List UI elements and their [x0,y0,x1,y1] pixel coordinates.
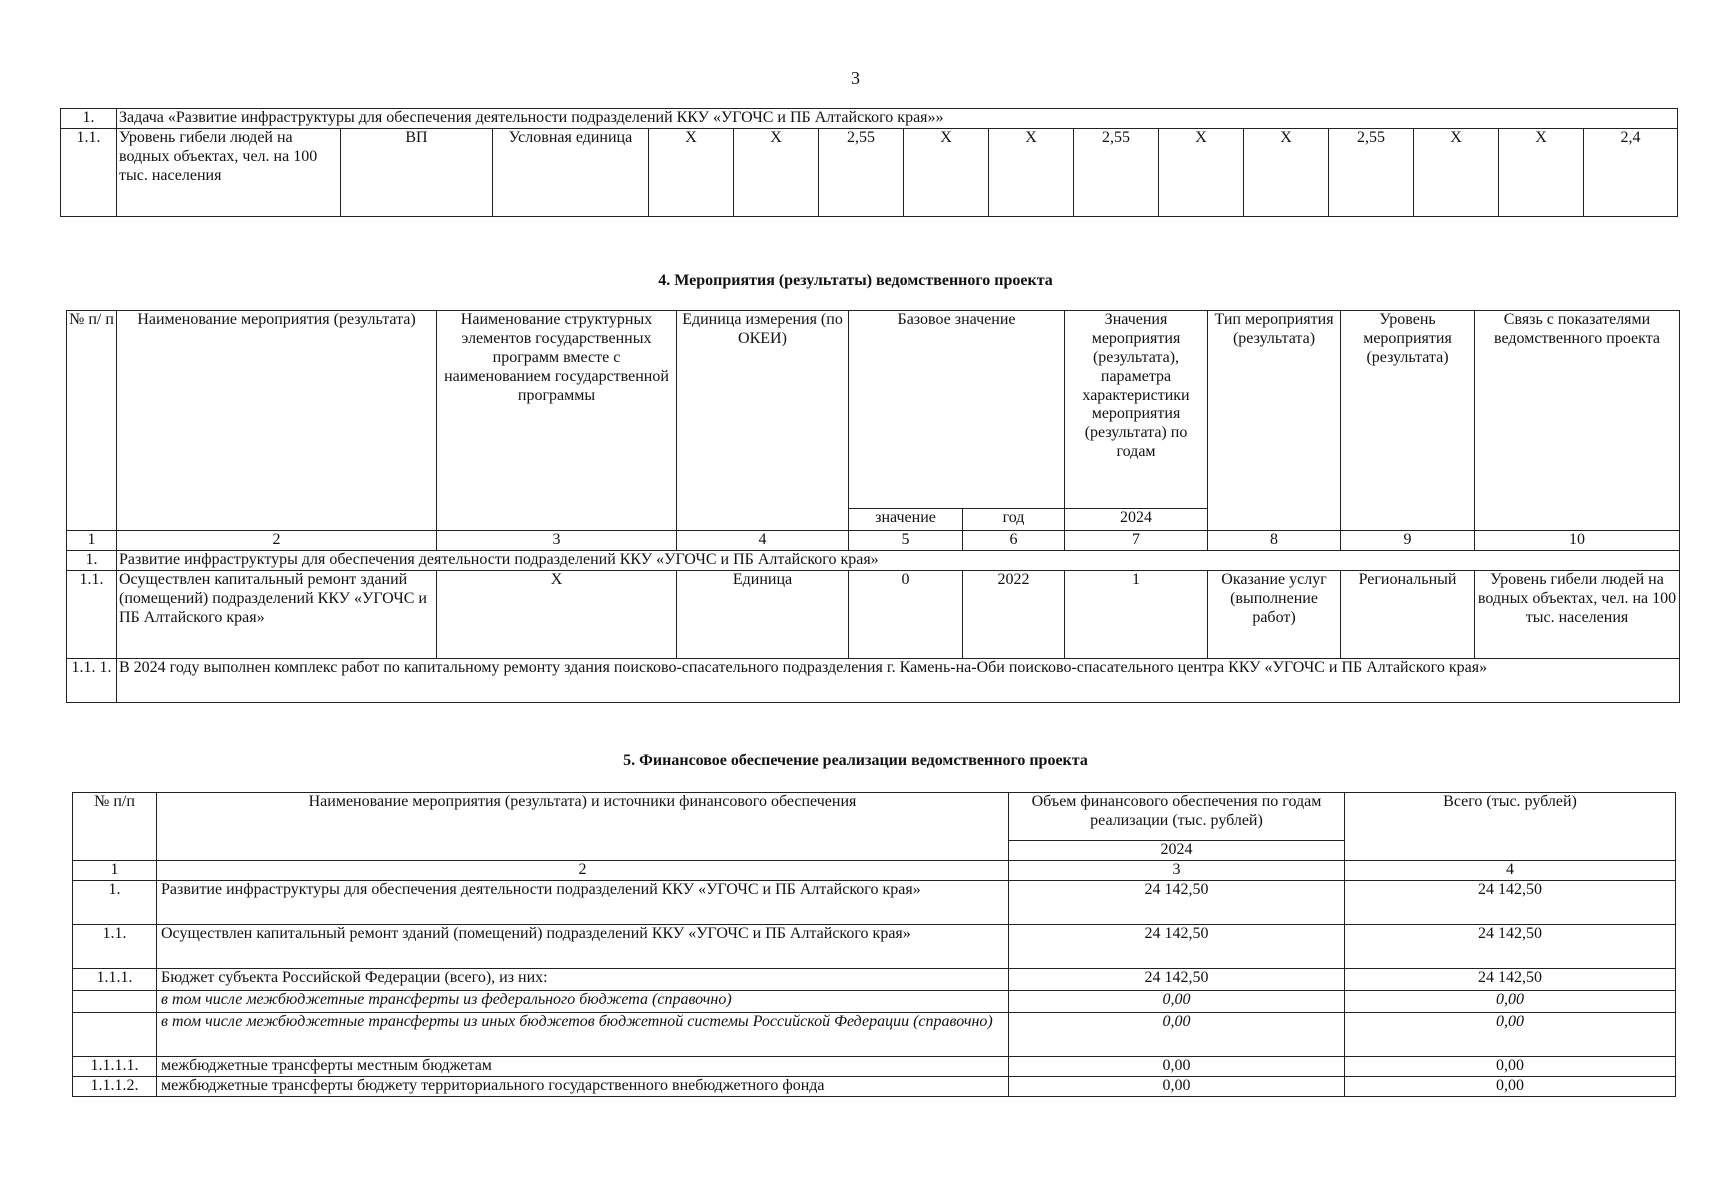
finance-row [73,990,1676,1012]
finance-number: 1.1.1.2. [73,1076,157,1096]
finance-name: в том числе межбюджетные трансферты из иных бюджетов бюджетной системы Российской Федерации (справочно) [157,1012,1009,1056]
header-name: Наименование мероприятия (результата) [117,311,437,531]
finance-row [73,880,1676,924]
finance-name: Бюджет субъекта Российской Федерации (всего), из них: [157,968,1009,990]
finance-row [73,1076,1676,1096]
activity-number: 1.1. [67,570,117,658]
task-number: 1. [61,109,117,129]
header-base: Базовое значение [849,311,1065,509]
column-number: 7 [1065,531,1208,551]
header-total: Всего (тыс. рублей) [1345,793,1676,861]
indicator-value: 2,4 [1584,129,1678,217]
activity-base-year: 2022 [963,570,1065,658]
header-type: Тип мероприятия (результата) [1208,311,1341,531]
indicator-level: ВП [341,129,493,217]
finance-2024: 0,00 [1009,1076,1345,1096]
indicator-value: X [1414,129,1499,217]
column-number: 2 [117,531,437,551]
header-unit: Единица измерения (по ОКЕИ) [677,311,849,531]
activity-link: Уровень гибели людей на водных объектах, чел. на 100 тыс. населения [1475,570,1680,658]
finance-2024: 0,00 [1009,990,1345,1012]
finance-total: 24 142,50 [1345,924,1676,968]
column-number: 6 [963,531,1065,551]
column-number: 1 [67,531,117,551]
indicator-number: 1.1. [61,129,117,217]
header-volume: Объем финансового обеспечения по годам реализации (тыс. рублей) [1009,793,1345,841]
finance-row [73,1056,1676,1076]
finance-total: 24 142,50 [1345,968,1676,990]
indicator-value: X [1244,129,1329,217]
activity-unit: Единица [677,570,849,658]
task-title: Задача «Развитие инфраструктуры для обеспечения деятельности подразделений ККУ «УГОЧС и ПБ Алтайского края»» [117,109,1678,129]
activity-base-value: 0 [849,570,963,658]
header-values: Значения мероприятия (результата), параметра характеристики мероприятия (результата) по годам [1065,311,1208,509]
column-number: 9 [1341,531,1475,551]
finance-number: 1.1.1. [73,968,157,990]
indicator-row [61,129,1678,217]
finance-name: в том числе межбюджетные трансферты из федерального бюджета (справочно) [157,990,1009,1012]
column-number: 1 [73,860,157,880]
finance-name: Осуществлен капитальный ремонт зданий (помещений) подразделений ККУ «УГОЧС и ПБ Алтайского края» [157,924,1009,968]
column-number: 3 [437,531,677,551]
finance-name: межбюджетные трансферты бюджету территориального государственного внебюджетного фонда [157,1076,1009,1096]
page-number: 3 [851,68,860,88]
task-row [61,109,1678,129]
finance-row [73,924,1676,968]
column-number: 4 [677,531,849,551]
activity-elements: X [437,570,677,658]
task-title: Развитие инфраструктуры для обеспечения деятельности подразделений ККУ «УГОЧС и ПБ Алтайского края» [117,550,1680,570]
finance-number [73,990,157,1012]
header-year: 2024 [1009,841,1345,861]
header-name: Наименование мероприятия (результата) и источники финансового обеспечения [157,793,1009,861]
finance-total: 0,00 [1345,1012,1676,1056]
header-row [73,793,1676,841]
finance-total: 0,00 [1345,1056,1676,1076]
header-base-year: год [963,509,1065,531]
header-elements: Наименование структурных элементов государственных программ вместе с наименованием государственной программы [437,311,677,531]
task-row [67,550,1680,570]
activity-value-2024: 1 [1065,570,1208,658]
header-base-value: значение [849,509,963,531]
task-number: 1. [67,550,117,570]
finance-name: межбюджетные трансферты местным бюджетам [157,1056,1009,1076]
indicator-unit: Условная единица [493,129,649,217]
column-numbers-row [67,531,1680,551]
indicator-value: X [734,129,819,217]
section-5-title: 5. Финансовое обеспечение реализации ведомственного проекта [623,752,1088,769]
indicator-value: X [1499,129,1584,217]
activity-row [67,570,1680,658]
result-row [67,658,1680,702]
column-number: 8 [1208,531,1341,551]
header-level: Уровень мероприятия (результата) [1341,311,1475,531]
indicator-value: X [649,129,734,217]
finance-2024: 0,00 [1009,1056,1345,1076]
finance-number: 1.1. [73,924,157,968]
finance-name: Развитие инфраструктуры для обеспечения деятельности подразделений ККУ «УГОЧС и ПБ Алтайского края» [157,880,1009,924]
indicator-value: X [1159,129,1244,217]
column-number: 10 [1475,531,1680,551]
header-link: Связь с показателями ведомственного проекта [1475,311,1680,531]
finance-number: 1.1.1.1. [73,1056,157,1076]
indicator-value: 2,55 [819,129,904,217]
indicator-name: Уровень гибели людей на водных объектах, чел. на 100 тыс. населения [117,129,341,217]
header-num: № п/ п [67,311,117,531]
finance-total: 0,00 [1345,990,1676,1012]
header-num: № п/п [73,793,157,861]
result-text: В 2024 году выполнен комплекс работ по капитальному ремонту здания поисково-спасательного подразделения г. Камень-на-Оби поисково-спасательного центра ККУ «УГОЧС и ПБ Алтайского края» [117,658,1680,702]
finance-2024: 24 142,50 [1009,968,1345,990]
section-4-title: 4. Мероприятия (результаты) ведомственного проекта [658,272,1053,289]
finance-total: 24 142,50 [1345,880,1676,924]
finance-total: 0,00 [1345,1076,1676,1096]
activity-level: Региональный [1341,570,1475,658]
activity-name: Осуществлен капитальный ремонт зданий (помещений) подразделений ККУ «УГОЧС и ПБ Алтайского края» [117,570,437,658]
header-year: 2024 [1065,509,1208,531]
column-number: 4 [1345,860,1676,880]
header-row [67,311,1680,509]
result-number: 1.1. 1. [67,658,117,702]
column-number: 5 [849,531,963,551]
column-numbers-row [73,860,1676,880]
activity-type: Оказание услуг (выполнение работ) [1208,570,1341,658]
finance-2024: 24 142,50 [1009,924,1345,968]
indicators-table [60,108,1678,217]
indicator-value: 2,55 [1329,129,1414,217]
financing-table [72,792,1676,1097]
finance-row [73,1012,1676,1056]
indicator-value: X [989,129,1074,217]
finance-number [73,1012,157,1056]
column-number: 3 [1009,860,1345,880]
indicator-value: 2,55 [1074,129,1159,217]
finance-row [73,968,1676,990]
activities-table [66,310,1680,703]
finance-2024: 24 142,50 [1009,880,1345,924]
indicator-value: X [904,129,989,217]
finance-2024: 0,00 [1009,1012,1345,1056]
finance-number: 1. [73,880,157,924]
column-number: 2 [157,860,1009,880]
